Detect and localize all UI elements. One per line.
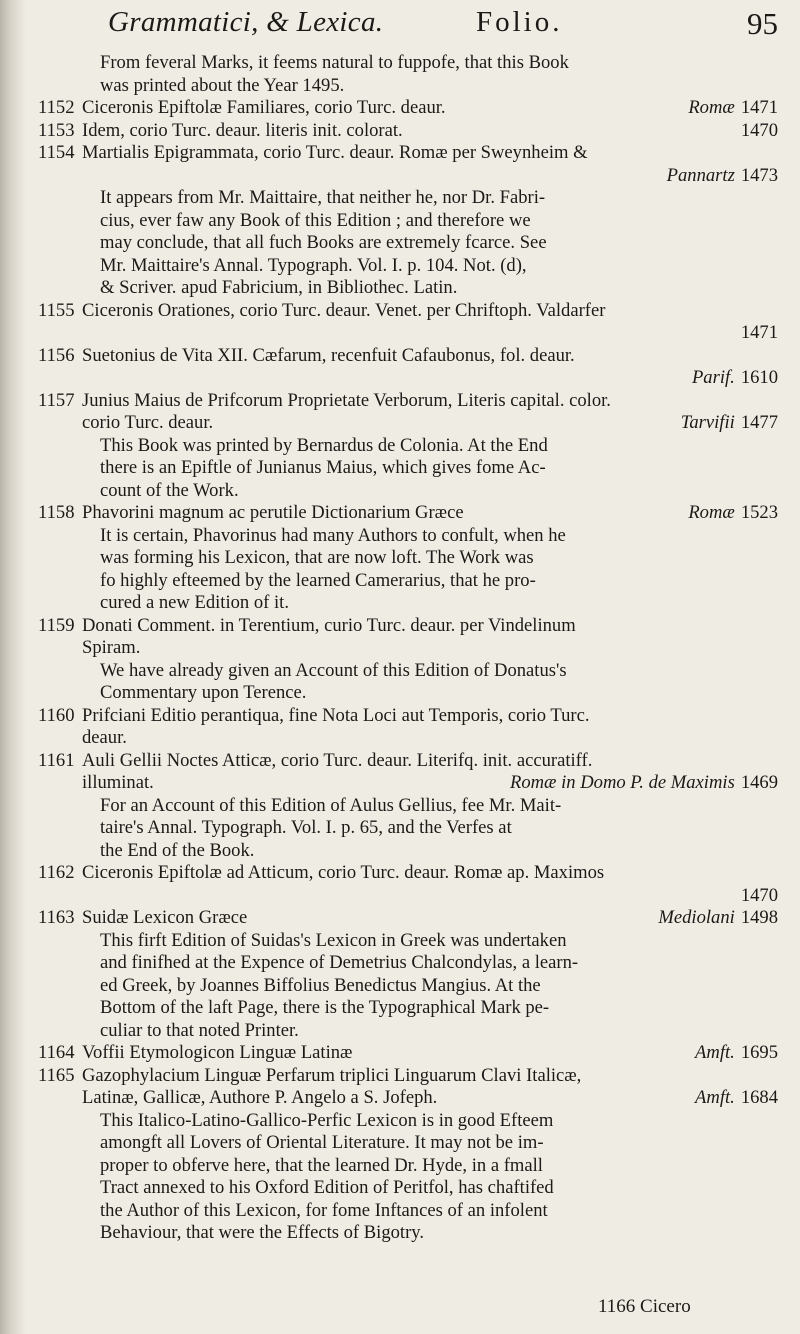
entry-title-line: Suetonius de Vita XII. Cæfarum, recenfuit Cafaubonus, fol. deaur. — [82, 344, 575, 366]
entry-note — [82, 930, 778, 1043]
catalogue-entry — [38, 300, 778, 345]
imprint-place: Romæ — [688, 502, 735, 523]
entry-number: 1161 — [38, 749, 75, 771]
imprint-year: 1695 — [740, 1042, 778, 1063]
imprint-line — [82, 322, 778, 345]
entry-body — [82, 142, 778, 300]
binding-gutter — [0, 0, 26, 1334]
catalogue-entry — [38, 1042, 778, 1065]
entry-number: 1152 — [38, 97, 75, 118]
entry-title-line: illuminat. Romæ in Domo P. de Maximis 1469 — [82, 772, 778, 793]
imprint-place: Pannartz — [666, 164, 735, 186]
entry-number: 1158 — [38, 502, 75, 523]
note-line: For an Account of this Edition of Aulus Gellius, fee Mr. Mait- — [100, 794, 562, 816]
note-line: and finifhed at the Expence of Demetrius Chalcondylas, a learn- — [100, 952, 579, 973]
entry-note — [82, 435, 778, 503]
imprint-year: 1477 — [740, 412, 778, 433]
entry-title-line: Gazophylacium Linguæ Perfarum triplici Linguarum Clavi Italicæ, — [82, 1064, 582, 1086]
note-line: cured a new Edition of it. — [100, 592, 289, 613]
catalogue-entry — [38, 705, 778, 750]
imprint-year: 1471 — [740, 322, 778, 343]
entry-body — [82, 1042, 778, 1065]
imprint — [688, 97, 778, 120]
catalogue-entry — [38, 907, 778, 1042]
entry-title-line: Donati Comment. in Terentium, curio Turc. deaur. per Vindelinum — [82, 614, 576, 636]
book-page — [38, 0, 778, 1334]
entry-number: 1157 — [38, 389, 75, 411]
entry-title-line: corio Turc. deaur. Tarvifii 1477 — [82, 412, 778, 433]
entry-number: 1159 — [38, 614, 75, 636]
imprint-place: Romæ in Domo P. de Maximis — [509, 772, 735, 793]
imprint-place: Mediolani — [658, 907, 735, 928]
running-header — [38, 4, 778, 44]
entry-title-line: Ciceronis Orationes, corio Turc. deaur. Venet. per Chriftoph. Valdarfer — [82, 299, 606, 321]
note-line: taire's Annal. Typograph. Vol. I. p. 65, and the Verfes at — [100, 817, 512, 838]
note-line: Commentary upon Terence. — [100, 682, 307, 703]
note-line: amongft all Lovers of Oriental Literature. It may not be im- — [100, 1132, 544, 1153]
entry-title-line: Martialis Epigrammata, corio Turc. deaur. Romæ per Sweynheim & — [82, 142, 588, 163]
catchword: 1166 Cicero — [598, 1296, 691, 1317]
catalogue-entry — [38, 1065, 778, 1245]
entry-title-line: deaur. — [82, 727, 127, 748]
imprint — [695, 1042, 778, 1065]
note-line: the End of the Book. — [100, 839, 255, 861]
intro-paragraph — [38, 52, 778, 97]
note-line: cius, ever faw any Book of this Edition ; and therefore we — [100, 209, 531, 231]
note-line: Mr. Maittaire's Annal. Typograph. Vol. I. p. 104. Not. (d), — [100, 254, 527, 276]
imprint-year: 1684 — [740, 1087, 778, 1108]
entry-body — [82, 345, 778, 390]
entry-body — [82, 862, 778, 907]
note-line: Bottom of the laft Page, there is the Typographical Mark pe- — [100, 997, 550, 1018]
imprint — [510, 772, 778, 795]
catalogue-entry — [38, 142, 778, 300]
note-line: the Author of this Lexicon, for fome Inftances of an infolent — [100, 1199, 548, 1221]
catalogue-entry — [38, 862, 778, 907]
entry-note — [82, 1110, 778, 1245]
entry-title-line: Latinæ, Gallicæ, Authore P. Angelo a S. Jofeph. Amft. 1684 — [82, 1087, 778, 1108]
entry-title-line: Suidæ Lexicon Græce Mediolani 1498 — [82, 907, 778, 928]
note-line: culiar to that noted Printer. — [100, 1019, 299, 1041]
entry-title-line: Voffii Etymologicon Linguæ Latinæ Amft. 1695 — [82, 1042, 778, 1063]
intro-line: was printed about the Year 1495. — [100, 74, 345, 96]
imprint-place: Tarvifii — [680, 412, 735, 433]
imprint-year: 1471 — [740, 97, 778, 118]
imprint-year: 1523 — [740, 502, 778, 523]
entry-title-line: Idem, corio Turc. deaur. literis init. colorat. 1470 — [82, 119, 778, 141]
catalogue-entry — [38, 615, 778, 705]
note-line: It is certain, Phavorinus had many Authors to confult, when he — [100, 524, 566, 546]
imprint — [667, 165, 778, 186]
note-line: This firft Edition of Suidas's Lexicon in Greek was undertaken — [100, 929, 567, 951]
imprint-year: 1473 — [740, 164, 778, 186]
note-line: fo highly efteemed by the learned Camerarius, that he pro- — [100, 569, 536, 591]
note-line: We have already given an Account of this Edition of Donatus's — [100, 659, 567, 681]
entry-body — [82, 300, 778, 345]
imprint-year: 1610 — [740, 367, 778, 388]
note-line: This Book was printed by Bernardus de Colonia. At the End — [100, 434, 548, 456]
note-line: was forming his Lexicon, that are now loft. The Work was — [100, 547, 534, 568]
entry-number: 1163 — [38, 907, 75, 928]
imprint — [688, 502, 778, 525]
note-line: Tract annexed to his Oxford Edition of Peritfol, has chaftifed — [100, 1177, 554, 1198]
note-line: may conclude, that all fuch Books are extremely fcarce. See — [100, 232, 547, 253]
entry-note — [82, 187, 778, 300]
note-line: Behaviour, that were the Effects of Bigotry. — [100, 1222, 425, 1243]
note-line: count of the Work. — [100, 479, 239, 501]
entry-note — [82, 660, 778, 705]
entry-number: 1153 — [38, 119, 75, 141]
running-title: Grammatici, & Lexica. — [108, 6, 384, 38]
imprint-year: 1470 — [740, 119, 778, 141]
catalogue-entry — [38, 345, 778, 390]
entry-title-line: Junius Maius de Prifcorum Proprietate Verborum, Literis capital. color. — [82, 389, 611, 411]
imprint-place: Amft. — [695, 1042, 735, 1063]
entry-number: 1165 — [38, 1064, 75, 1086]
imprint-line — [82, 367, 778, 390]
imprint-line — [82, 885, 778, 908]
imprint-line — [82, 165, 778, 188]
entry-title-line: Spiram. — [82, 637, 141, 658]
entry-title-line: Auli Gellii Noctes Atticæ, corio Turc. deaur. Literifq. init. accuratiff. — [82, 749, 593, 771]
note-line: This Italico-Latino-Gallico-Perfic Lexicon is in good Efteem — [100, 1109, 554, 1131]
entry-number: 1162 — [38, 862, 75, 883]
imprint — [735, 885, 778, 906]
entry-number: 1160 — [38, 704, 75, 726]
entry-number: 1156 — [38, 344, 75, 366]
catalogue-entry — [38, 120, 778, 143]
entry-note — [82, 525, 778, 615]
catalogue-entry — [38, 750, 778, 863]
note-line: It appears from Mr. Maittaire, that neither he, nor Dr. Fabri- — [100, 187, 546, 208]
catalogue-entries — [38, 97, 778, 1245]
entry-title-line: Ciceronis Epiftolæ Familiares, corio Turc. deaur. Romæ 1471 — [82, 97, 778, 118]
entry-note — [82, 795, 778, 863]
note-line: ed Greek, by Joannes Biffolius Benedictus Mangius. At the — [100, 974, 541, 996]
entry-body — [82, 907, 778, 1042]
entry-body — [82, 502, 778, 615]
entry-body — [82, 390, 778, 503]
note-line: & Scriver. apud Fabricium, in Bibliothec. Latin. — [100, 277, 458, 298]
imprint — [681, 412, 778, 435]
entry-title-line: Prifciani Editio perantiqua, fine Nota Loci aut Temporis, corio Turc. — [82, 704, 590, 726]
catalogue-entry — [38, 390, 778, 503]
note-line: there is an Epiftle of Junianus Maius, which gives fome Ac- — [100, 457, 546, 478]
imprint-year: 1470 — [740, 884, 778, 906]
catalogue-entry — [38, 502, 778, 615]
page-number: 95 — [747, 6, 778, 41]
imprint-place: Romæ — [688, 97, 735, 118]
catalogue-entry — [38, 97, 778, 120]
imprint — [735, 322, 778, 343]
note-line: proper to obferve here, that the learned Dr. Hyde, in a fmall — [100, 1154, 543, 1176]
entry-number: 1155 — [38, 299, 75, 321]
entry-title-line: Ciceronis Epiftolæ ad Atticum, corio Turc. deaur. Romæ ap. Maximos — [82, 862, 605, 883]
entry-number: 1154 — [38, 142, 75, 163]
imprint — [692, 367, 778, 388]
imprint-place: Amft. — [695, 1087, 735, 1108]
imprint — [695, 1087, 778, 1110]
entry-title-line: Phavorini magnum ac perutile Dictionarium Græce Romæ 1523 — [82, 502, 778, 523]
entry-body — [82, 97, 778, 120]
imprint-year: 1498 — [740, 907, 778, 928]
intro-line: From feveral Marks, it feems natural to fuppofe, that this Book — [100, 52, 569, 73]
format-label: Folio. — [476, 6, 563, 38]
entry-body — [82, 705, 778, 750]
imprint — [658, 907, 778, 930]
entry-body — [82, 615, 778, 705]
entry-body — [82, 1065, 778, 1245]
imprint-year: 1469 — [740, 772, 778, 793]
entry-body — [82, 750, 778, 863]
imprint-place: Parif. — [691, 367, 735, 388]
entry-body — [82, 120, 778, 143]
imprint — [735, 120, 778, 143]
entry-number: 1164 — [38, 1042, 75, 1063]
